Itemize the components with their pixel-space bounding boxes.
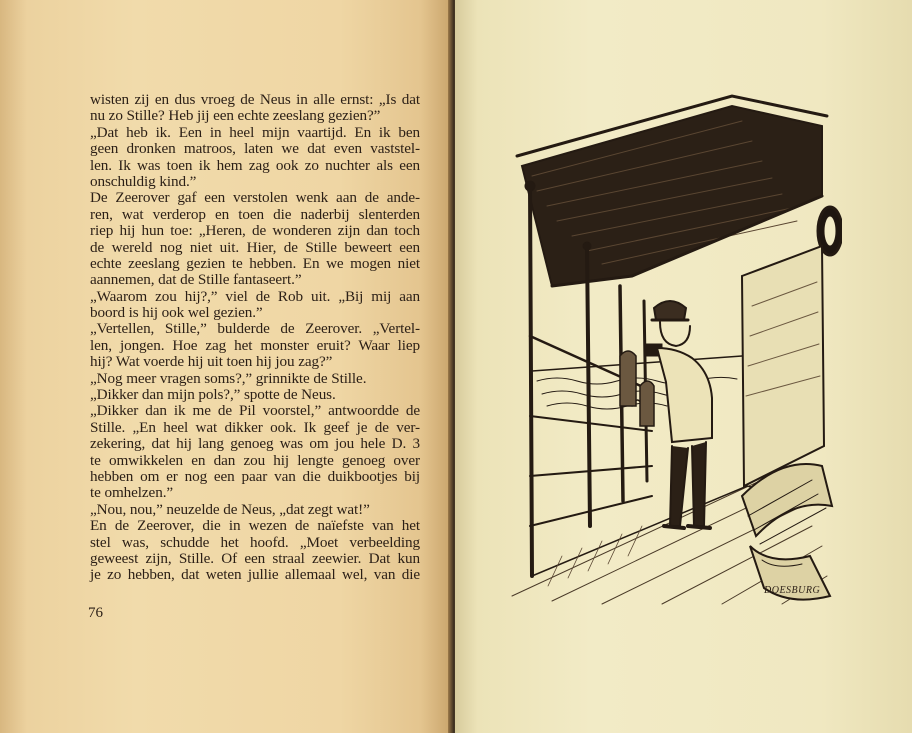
text-line: „Waarom zou hij?,” viel de Rob uit. „Bij mij aan	[90, 287, 420, 305]
text-line: je zo hebben, dat weten jullie allemaal wel, van die	[90, 566, 420, 584]
text-line: te omwikkelen en dan zou hij lengte genoeg over	[90, 451, 420, 469]
text-line: ren, wat verderop en toen die naderbij slenterden	[90, 205, 420, 223]
text-line: onschuldig kind.”	[90, 172, 197, 190]
text-line: De Zeerover gaf een verstolen wenk aan de ande-	[90, 189, 420, 207]
text-line: „Dikker dan mijn pols?,” spotte de Neus.	[90, 386, 336, 404]
text-line: hebben om er nog een paar van die duikbootjes bij	[90, 467, 420, 485]
text-line: wisten zij en dus vroeg de Neus in alle ernst: „Is dat	[90, 91, 420, 108]
text-line: len. Ik was toen ik hem zag ook zo nuchter als een	[90, 156, 420, 174]
text-line: geen dronken matroos, laten we dat even vaststel-	[90, 140, 420, 158]
text-line: te omhelzen.”	[90, 484, 174, 502]
text-line: En de Zeerover, die in wezen de naïefste van het	[90, 517, 420, 535]
text-line: „Dat heb ik. Een in heel mijn vaartijd. En ik ben	[90, 123, 420, 141]
text-line: „Nog meer vragen soms?,” grinnikte de Stille.	[90, 369, 367, 387]
text-line: stel was, schudde het hoofd. „Moet verbeelding	[90, 533, 420, 551]
text-line: Stille. „En heel wat dikker ook. Ik geef je de ver-	[90, 418, 420, 436]
text-line: zekering, dat hij lang genoeg was om jou hele D. 3	[90, 435, 420, 453]
text-line: aannemen, dat de Stille fantaseert.”	[90, 271, 302, 289]
text-line: nu zo Stille? Heb jij een echte zeeslang gezien?”	[90, 107, 381, 125]
text-line: echte zeeslang gezien te hebben. En we mogen niet	[90, 254, 420, 272]
left-page	[0, 0, 452, 733]
text-line: riep hij hun toe: „Heren, de wonderen zijn dan toch	[90, 222, 420, 240]
text-line: „Vertellen, Stille,” bulderde de Zeerover. „Vertel-	[90, 320, 420, 338]
text-line: de wereld nog niet uit. Hier, de Stille beweert een	[90, 238, 420, 256]
page-number: 76	[88, 605, 103, 621]
ship-deck-illustration	[492, 86, 842, 606]
body-text	[90, 92, 420, 584]
text-line: „Nou, nou,” neuzelde de Neus, „dat zegt wat!”	[90, 500, 370, 518]
artist-signature: DOESBURG	[764, 585, 821, 596]
text-line: „Dikker dan ik me de Pil voorstel,” antwoordde de	[90, 402, 420, 420]
text-line: len, jongen. Hoe zag het monster eruit? Waar liep	[90, 336, 420, 354]
text-line: geweest zijn, Stille. Of een straal zeewier. Dat kun	[90, 549, 420, 567]
text-line: boord is hij ook wel gezien.”	[90, 304, 263, 322]
text-line: hij? Wat voerde hij uit toen hij jou zag?”	[90, 353, 333, 371]
